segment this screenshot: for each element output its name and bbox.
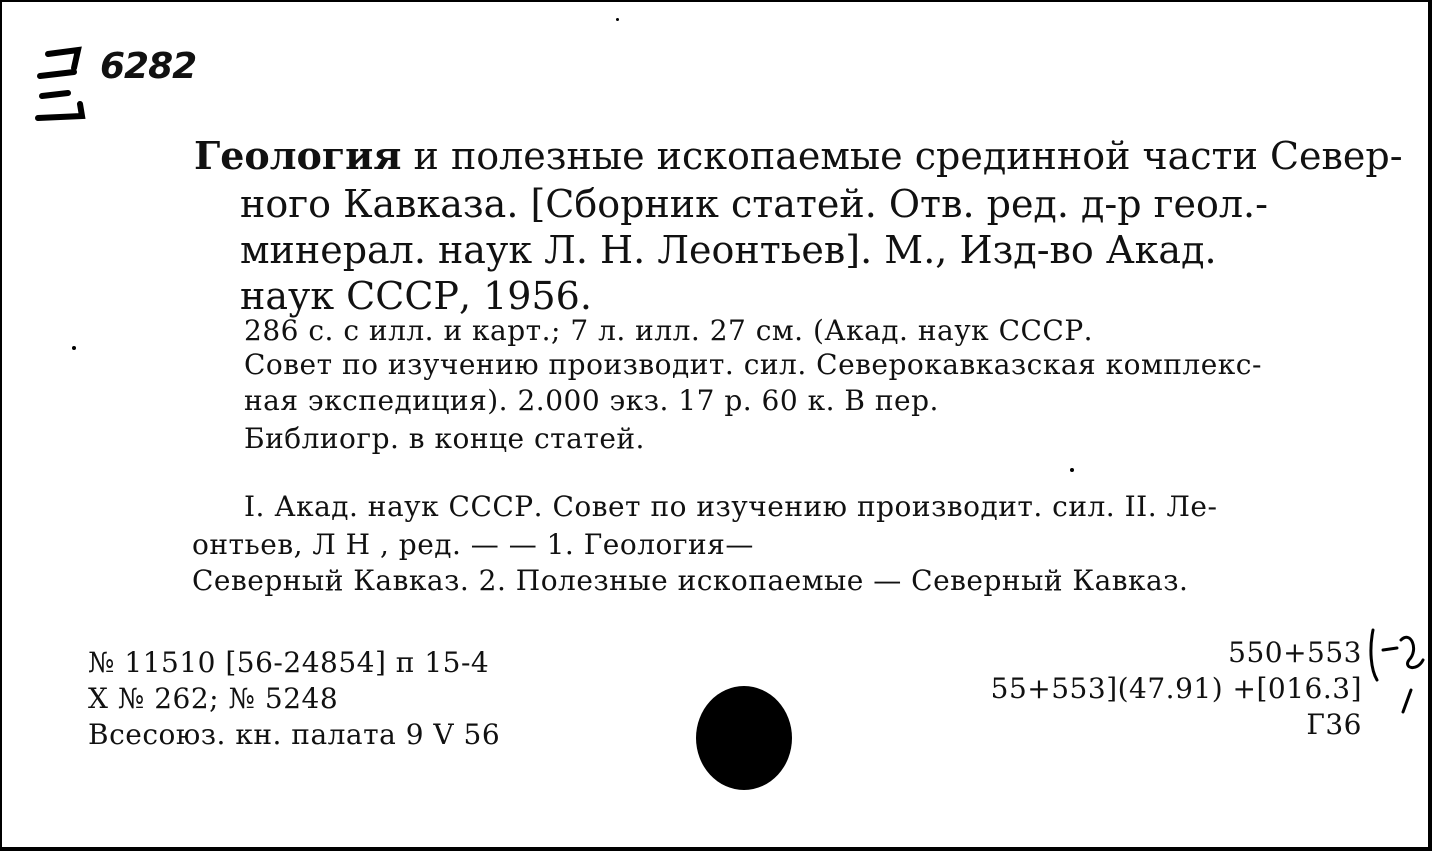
speck — [1070, 468, 1074, 472]
footer-left-line-1: № 11510 [56-24854] п 15-4 — [88, 646, 490, 679]
handwritten-annotation-mark — [1367, 620, 1429, 720]
collation-line-4: Библиогр. в конце статей. — [244, 422, 645, 455]
handwritten-letter-mark — [34, 46, 86, 122]
title-line-3: минерал. наук Л. Н. Леонтьев]. М., Изд-во Акад. — [240, 228, 1217, 272]
handwritten-card-number: 6282 — [100, 46, 197, 87]
footer-left-line-3: Всесоюз. кн. палата 9 V 56 — [88, 718, 501, 751]
footer-right-line-2: 55+553](47.91) +[016.3] — [990, 672, 1362, 705]
footer-right-line-1: 550+553 — [1228, 636, 1362, 669]
tracings-line-3: Северный Кавказ. 2. Полезные ископаемые — Северный Кавказ. — [192, 564, 1189, 597]
title-line-4: наук СССР, 1956. — [240, 274, 592, 318]
footer-right-line-3: Г36 — [1306, 708, 1362, 741]
catalog-card — [2, 2, 1431, 847]
footer-left-line-2: X № 262; № 5248 — [88, 682, 339, 715]
speck — [616, 18, 619, 21]
title-line-1-text: и полезные ископаемые срединной части Север- — [413, 134, 1403, 178]
tracings-line-1: I. Акад. наук СССР. Совет по изучению производит. сил. II. Ле- — [244, 490, 1218, 523]
speck — [72, 346, 76, 350]
collation-line-3: ная экспедиция). 2.000 экз. 17 р. 60 к. В пер. — [244, 384, 939, 417]
collation-line-2: Совет по изучению производит. сил. Северокавказская комплекс- — [244, 348, 1262, 381]
collation-line-1: 286 с. с илл. и карт.; 7 л. илл. 27 см. (Акад. наук СССР. — [244, 314, 1094, 347]
title-line-2: ного Кавказа. [Сборник статей. Отв. ред. д-р геол.- — [240, 182, 1268, 226]
tracings-line-2: онтьев, Л Н , ред. — — 1. Геология— — [192, 528, 754, 561]
title-line-1 — [194, 132, 1403, 180]
title-heading: Геология — [194, 133, 402, 178]
punch-hole — [696, 686, 792, 790]
